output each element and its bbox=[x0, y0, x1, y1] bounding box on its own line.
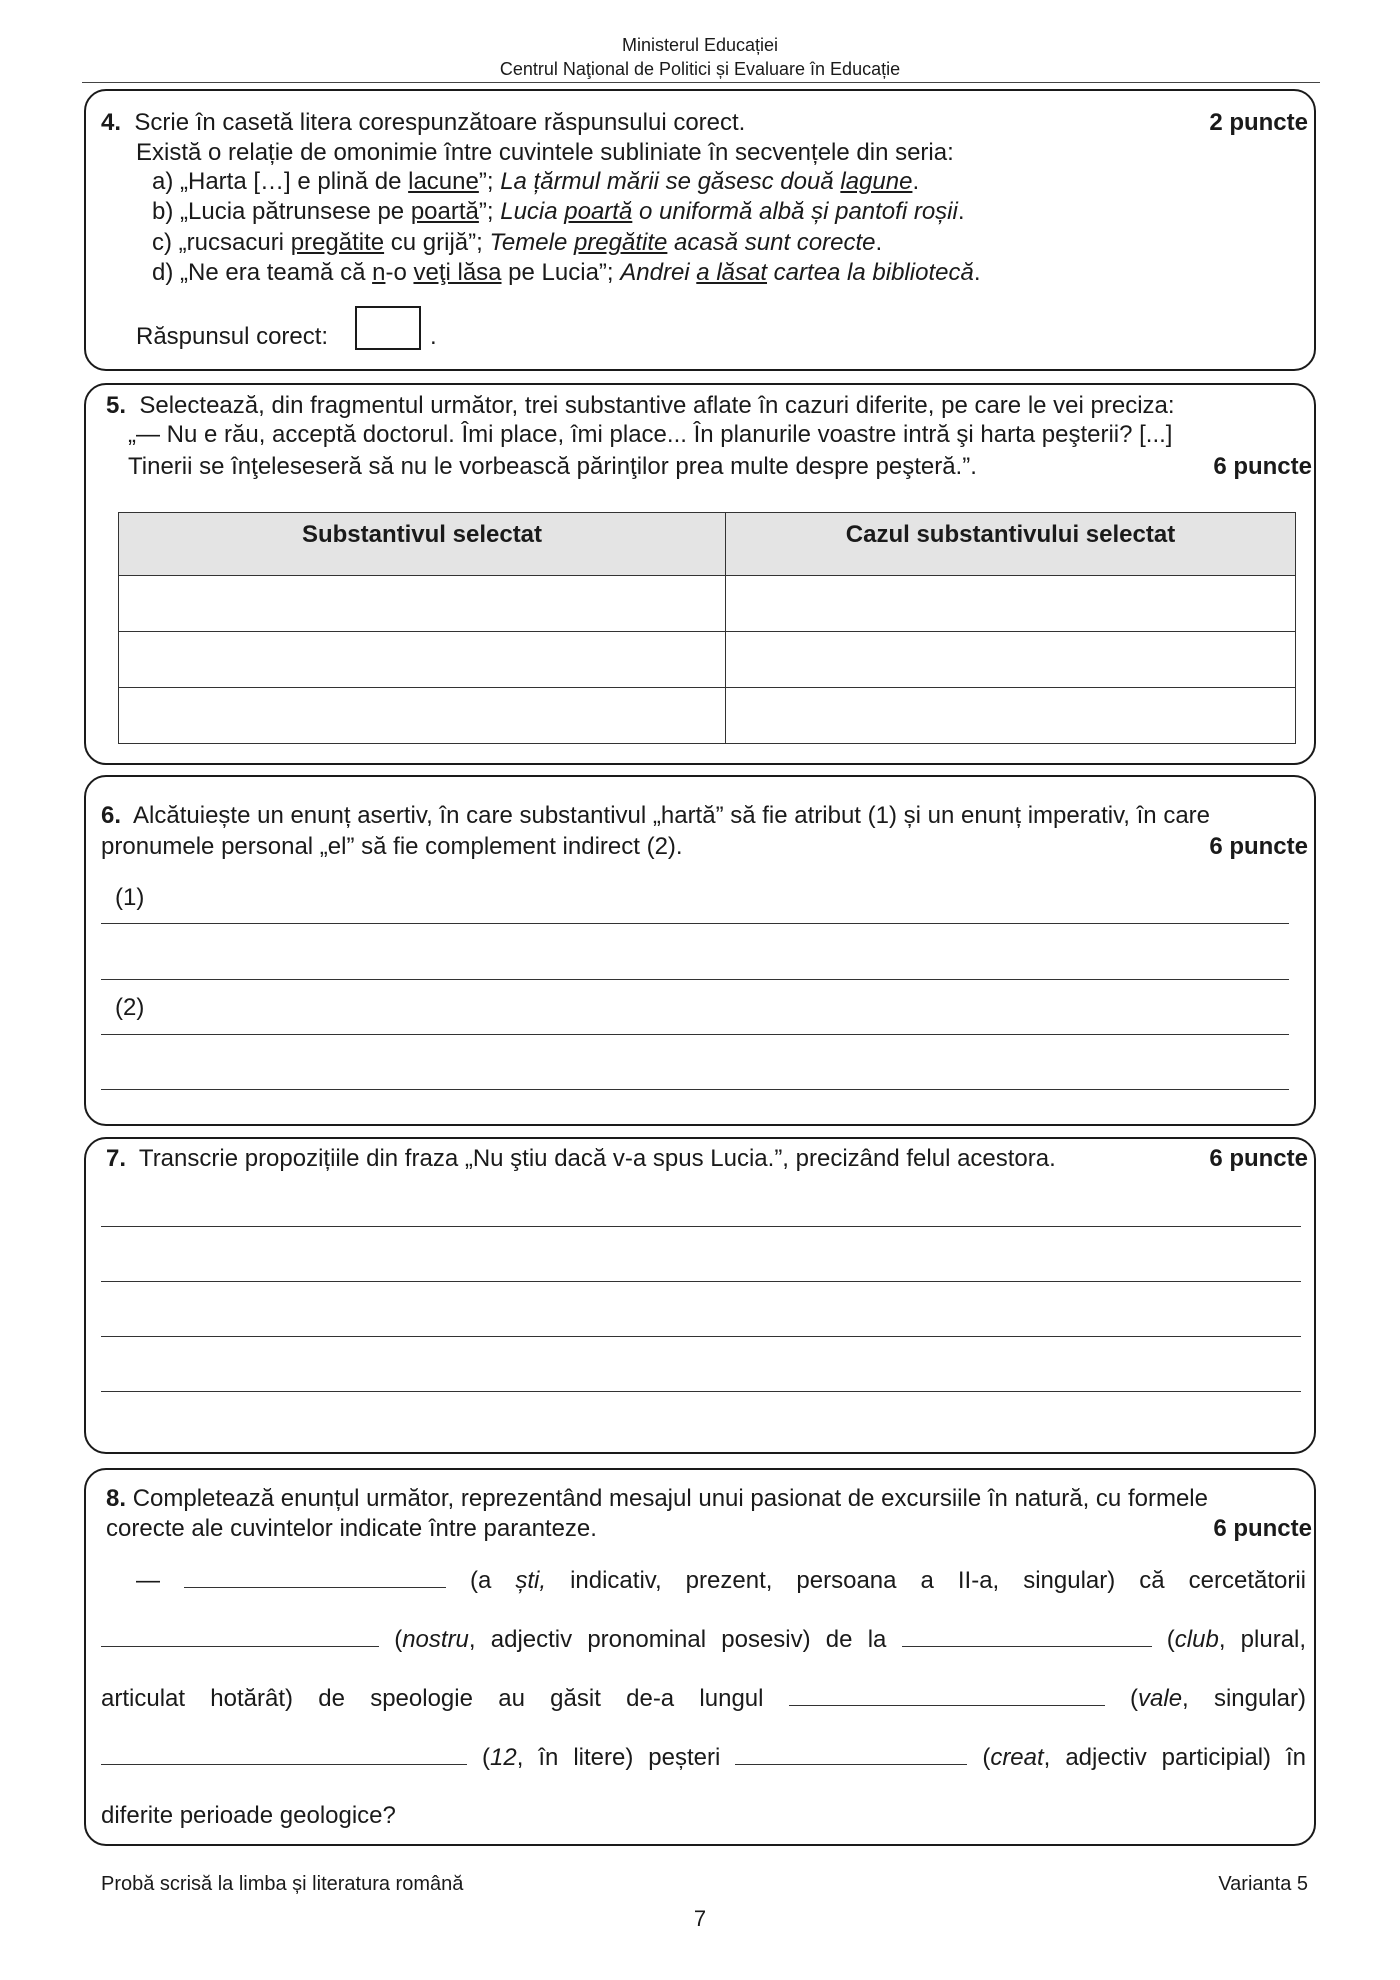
q8-blank-6[interactable] bbox=[735, 1742, 967, 1765]
q6-label-2: (2) bbox=[115, 994, 145, 1021]
q8-instruction-line-2: corecte ale cuvintelor indicate între paranteze. bbox=[106, 1515, 597, 1542]
q6-label-1: (1) bbox=[115, 884, 145, 911]
q4-points: 2 puncte bbox=[1209, 109, 1308, 136]
table-header-row bbox=[119, 513, 1296, 576]
q7-answer-line[interactable] bbox=[101, 1391, 1301, 1392]
q8-instruction-line-1: 8. Completează enunțul următor, reprezentând mesajul unui pasionat de excursiile în natură, cu formele bbox=[106, 1485, 1208, 1512]
q5-points: 6 puncte bbox=[1213, 453, 1312, 480]
q4-option-c[interactable]: c) „rucsacuri pregătite cu grijă”; Temele pregătite acasă sunt corecte. bbox=[152, 229, 883, 256]
q4-option-a[interactable]: a) „Harta […] e plină de lacune”; La țărmul mării se găsesc două lagune. bbox=[152, 168, 920, 195]
q6-answer-line[interactable] bbox=[101, 1089, 1289, 1090]
q4-answer-label: Răspunsul corect: bbox=[136, 323, 329, 350]
q8-row-3: articulat hotărât) de speologie au găsit de-a lungul (vale, singular) bbox=[101, 1685, 1307, 1712]
table-cell-case[interactable] bbox=[726, 632, 1296, 688]
q4-question: Există o relație de omonimie între cuvintele subliniate în secvențele din seria: bbox=[136, 139, 954, 166]
q8-row-2: (nostru, adjectiv pronominal posesiv) de la (club, plural, bbox=[101, 1624, 1306, 1655]
q6-answer-line[interactable] bbox=[101, 923, 1289, 924]
q7-points: 6 puncte bbox=[1209, 1145, 1308, 1172]
page-number: 7 bbox=[693, 1906, 707, 1931]
q5-instruction: 5. Selectează, din fragmentul următor, trei substantive aflate în cazuri diferite, pe care le vei preciza: bbox=[106, 392, 1175, 419]
footer-exam-title: Probă scrisă la limba și literatura română bbox=[101, 1873, 464, 1895]
table-row bbox=[119, 688, 1296, 744]
q6-instruction-line-1: 6. Alcătuiește un enunț asertiv, în care substantivul „hartă” să fie atribut (1) și un enunț imperativ, în care bbox=[101, 802, 1211, 829]
q6-answer-line[interactable] bbox=[101, 979, 1289, 980]
q4-instruction: 4. Scrie în casetă litera corespunzătoare răspunsului corect. bbox=[101, 109, 746, 136]
q6-points: 6 puncte bbox=[1209, 833, 1308, 860]
q5-answer-table bbox=[118, 512, 1296, 744]
table-cell-case[interactable] bbox=[726, 576, 1296, 632]
table-cell-noun[interactable] bbox=[119, 688, 726, 744]
q7-answer-line[interactable] bbox=[101, 1226, 1301, 1227]
q5-quote-line-2: Tinerii se înţeleseseră să nu le vorbească părinţilor prea multe despre peşteră.”. bbox=[128, 453, 977, 480]
q8-row-1: — (a ști, indicativ, prezent, persoana a II-a, singular) că cercetătorii bbox=[136, 1567, 1306, 1594]
table-cell-noun[interactable] bbox=[119, 632, 726, 688]
q4-answer-end: . bbox=[430, 323, 437, 350]
q8-blank-2[interactable] bbox=[101, 1624, 379, 1647]
table-row bbox=[119, 632, 1296, 688]
q7-answer-line[interactable] bbox=[101, 1336, 1301, 1337]
q7-answer-line[interactable] bbox=[101, 1281, 1301, 1282]
q8-blank-4[interactable] bbox=[789, 1683, 1105, 1706]
footer-variant: Varianta 5 bbox=[1218, 1873, 1308, 1895]
header-divider bbox=[82, 82, 1320, 83]
ministry-name: Ministerul Educației bbox=[621, 35, 779, 55]
q7-instruction: 7. Transcrie propozițiile din fraza „Nu ştiu dacă v-a spus Lucia.”, precizând felul acestora. bbox=[106, 1145, 1056, 1172]
q8-row-4: (12, în litere) peșteri (creat, adjectiv participial) în bbox=[101, 1742, 1306, 1773]
q8-blank-5[interactable] bbox=[101, 1742, 467, 1765]
q8-points: 6 puncte bbox=[1213, 1515, 1312, 1542]
q4-answer-box[interactable] bbox=[355, 306, 421, 350]
page-header bbox=[0, 33, 1400, 81]
q4-option-b[interactable]: b) „Lucia pătrunsese pe poartă”; Lucia poartă o uniformă albă și pantofi roșii. bbox=[152, 198, 965, 225]
table-cell-noun[interactable] bbox=[119, 576, 726, 632]
center-name: Centrul Naţional de Politici și Evaluare în Educație bbox=[499, 59, 901, 79]
table-header-noun: Substantivul selectat bbox=[119, 513, 726, 576]
table-row bbox=[119, 576, 1296, 632]
q8-blank-3[interactable] bbox=[902, 1624, 1152, 1647]
question-7-box bbox=[84, 1137, 1316, 1454]
q8-row-5: diferite perioade geologice? bbox=[101, 1802, 396, 1829]
q4-option-d[interactable]: d) „Ne era teamă că n-o veţi lăsa pe Lucia”; Andrei a lăsat cartea la bibliotecă. bbox=[152, 259, 981, 286]
table-cell-case[interactable] bbox=[726, 688, 1296, 744]
table-header-case: Cazul substantivului selectat bbox=[726, 513, 1296, 576]
q6-answer-line[interactable] bbox=[101, 1034, 1289, 1035]
q6-instruction-line-2: pronumele personal „el” să fie complement indirect (2). bbox=[101, 833, 683, 860]
q5-quote-line-1: „— Nu e rău, acceptă doctorul. Îmi place, îmi place... În planurile voastre intră şi harta peşterii? [...] bbox=[128, 421, 1173, 448]
q8-blank-1[interactable] bbox=[184, 1565, 446, 1588]
